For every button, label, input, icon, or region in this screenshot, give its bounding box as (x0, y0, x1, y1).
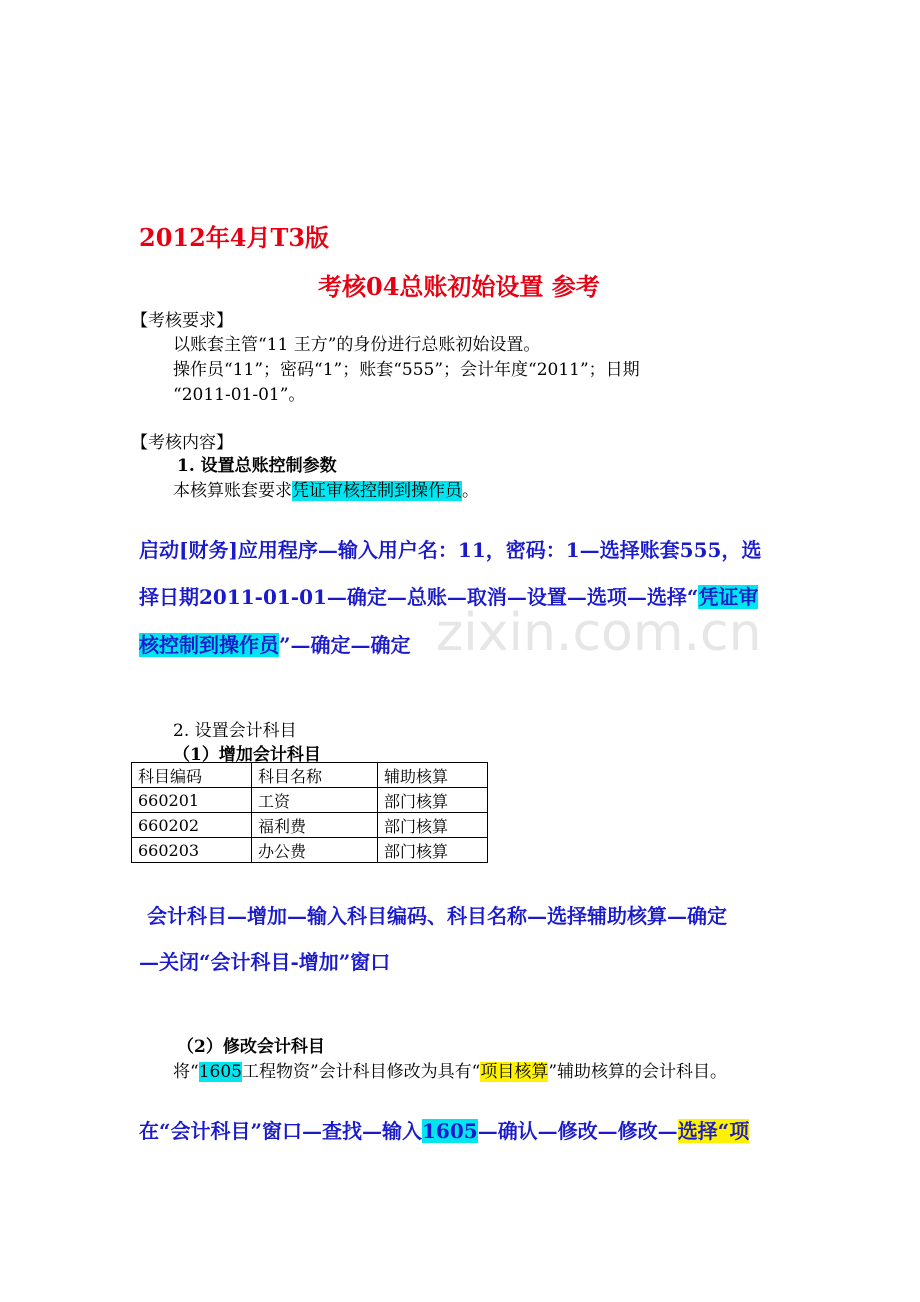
steps-3-mid: —确认—修改—修改— (477, 1119, 678, 1143)
table-row (132, 838, 488, 863)
content-heading: 【考核内容】 (131, 433, 233, 453)
steps-3-line-1 (139, 1115, 749, 1144)
modify-mid: 工程物资”会计科目修改为具有“ (241, 1062, 481, 1082)
subject-table (131, 762, 488, 863)
requirements-line-2: 操作员“11”；密码“1”；账套“555”；会计年度“2011”；日期 (173, 360, 640, 380)
section-1-highlight: 凭证审核控制到操作员 (292, 481, 462, 501)
modify-code-highlight: 1605 (198, 1062, 242, 1082)
table-cell: 福利费 (252, 813, 378, 838)
section-2-sub-2: （2）修改会计科目 (177, 1037, 325, 1057)
steps-1-line-3 (139, 629, 411, 658)
table-header-cell: 辅助核算 (378, 763, 488, 788)
section-2-heading: 2. 设置会计科目 (173, 721, 297, 741)
table-cell: 部门核算 (378, 838, 488, 863)
steps-1-line-1: 启动[财务]应用程序—输入用户名：11，密码：1—选择账套555，选 (139, 538, 762, 562)
watermark-text: zixin.com.cn (436, 603, 762, 663)
version-title: 2012年4月T3版 (139, 223, 330, 252)
steps-1-highlight-a: 凭证审 (698, 585, 759, 609)
table-header-cell: 科目名称 (252, 763, 378, 788)
steps-3-highlight: 选择“项 (677, 1119, 750, 1143)
section-1-text-prefix: 本核算账套要求 (173, 481, 292, 501)
table-cell: 工资 (252, 788, 378, 813)
page-title: 考核04总账初始设置 参考 (318, 272, 600, 301)
modify-suffix: ”辅助核算的会计科目。 (548, 1062, 728, 1082)
section-2-sub-1: （1）增加会计科目 (173, 745, 321, 765)
requirements-line-1: 以账套主管“11 王方”的身份进行总账初始设置。 (173, 335, 541, 355)
table-header-cell: 科目编码 (132, 763, 252, 788)
steps-1-line-3-text: ”—确定—确定 (279, 633, 411, 657)
steps-3-prefix: 在“会计科目”窗口—查找—输入 (139, 1119, 423, 1143)
table-header-row (132, 763, 488, 788)
modify-type-highlight: 项目核算 (480, 1062, 549, 1082)
section-1-heading: 1. 设置总账控制参数 (177, 456, 337, 476)
table-cell: 660201 (132, 788, 252, 813)
section-1-text (173, 476, 479, 501)
table-cell: 部门核算 (378, 813, 488, 838)
modify-instruction (173, 1057, 727, 1082)
steps-2-line-2: —关闭“会计科目-增加”窗口 (139, 950, 391, 974)
requirements-heading: 【考核要求】 (131, 311, 233, 331)
table-cell: 办公费 (252, 838, 378, 863)
steps-1-highlight-b: 核控制到操作员 (139, 633, 279, 657)
table-cell: 660203 (132, 838, 252, 863)
table-row (132, 788, 488, 813)
steps-3-code-highlight: 1605 (422, 1119, 478, 1143)
table-cell: 部门核算 (378, 788, 488, 813)
table-cell: 660202 (132, 813, 252, 838)
requirements-line-3: “2011-01-01”。 (173, 385, 306, 405)
steps-1-line-2-text: 择日期2011-01-01—确定—总账—取消—设置—选项—选择“ (139, 585, 699, 609)
steps-2-line-1: 会计科目—增加—输入科目编码、科目名称—选择辅助核算—确定 (147, 904, 727, 928)
modify-prefix: 将“ (173, 1062, 199, 1082)
table-row (132, 813, 488, 838)
section-1-text-suffix: 。 (462, 481, 479, 501)
